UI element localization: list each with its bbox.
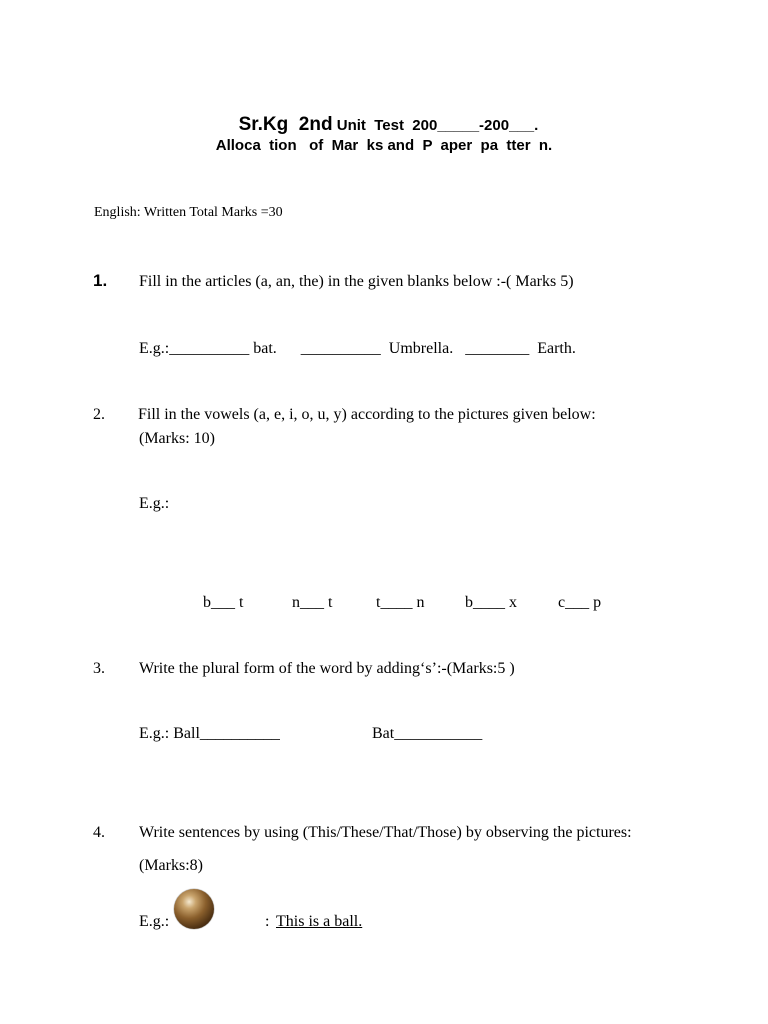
q2-word-net: n___ t (292, 594, 333, 611)
title-unit-test: Unit Test 200_____-200___. (332, 117, 539, 134)
q2-example-label: E.g.: (139, 495, 170, 512)
title-grade: Sr.Kg 2nd (238, 114, 333, 135)
q2-word-bat: b___ t (203, 594, 244, 611)
q3-text: Write the plural form of the word by adding‘s’:-(Marks:5 ) (139, 660, 515, 677)
q3-example-bat: Bat___________ (372, 725, 483, 742)
q4-number: 4. (93, 824, 105, 841)
q2-text-line2: (Marks: 10) (139, 430, 215, 447)
q2-word-box: b____ x (465, 594, 517, 611)
subject-marks-line: English: Written Total Marks =30 (94, 205, 283, 220)
q4-text-line2: (Marks:8) (139, 857, 203, 874)
page-title (0, 96, 768, 136)
q3-example-ball: E.g.: Ball__________ (139, 725, 280, 742)
page-subtitle: Alloca tion of Mar ks and P aper pa tter n. (215, 137, 553, 154)
q2-word-cap: c___ p (558, 594, 602, 611)
q4-example-label: E.g.: (139, 913, 170, 930)
q3-number: 3. (93, 660, 105, 677)
q1-text: Fill in the articles (a, an, the) in the given blanks below :-( Marks 5) (139, 273, 574, 290)
q4-text-line1: Write sentences by using (This/These/That/Those) by observing the pictures: (139, 824, 632, 841)
q4-colon: : (265, 913, 270, 930)
q1-example: E.g.:__________ bat. __________ Umbrella. ________ Earth. (139, 340, 576, 357)
q2-number: 2. (93, 406, 105, 423)
q2-text-line1: Fill in the vowels (a, e, i, o, u, y) according to the pictures given below: (138, 406, 596, 423)
q2-word-tin: t____ n (376, 594, 425, 611)
ball-picture (174, 889, 214, 929)
q1-number: 1. (93, 271, 108, 290)
q4-example-answer: This is a ball. (276, 913, 363, 930)
